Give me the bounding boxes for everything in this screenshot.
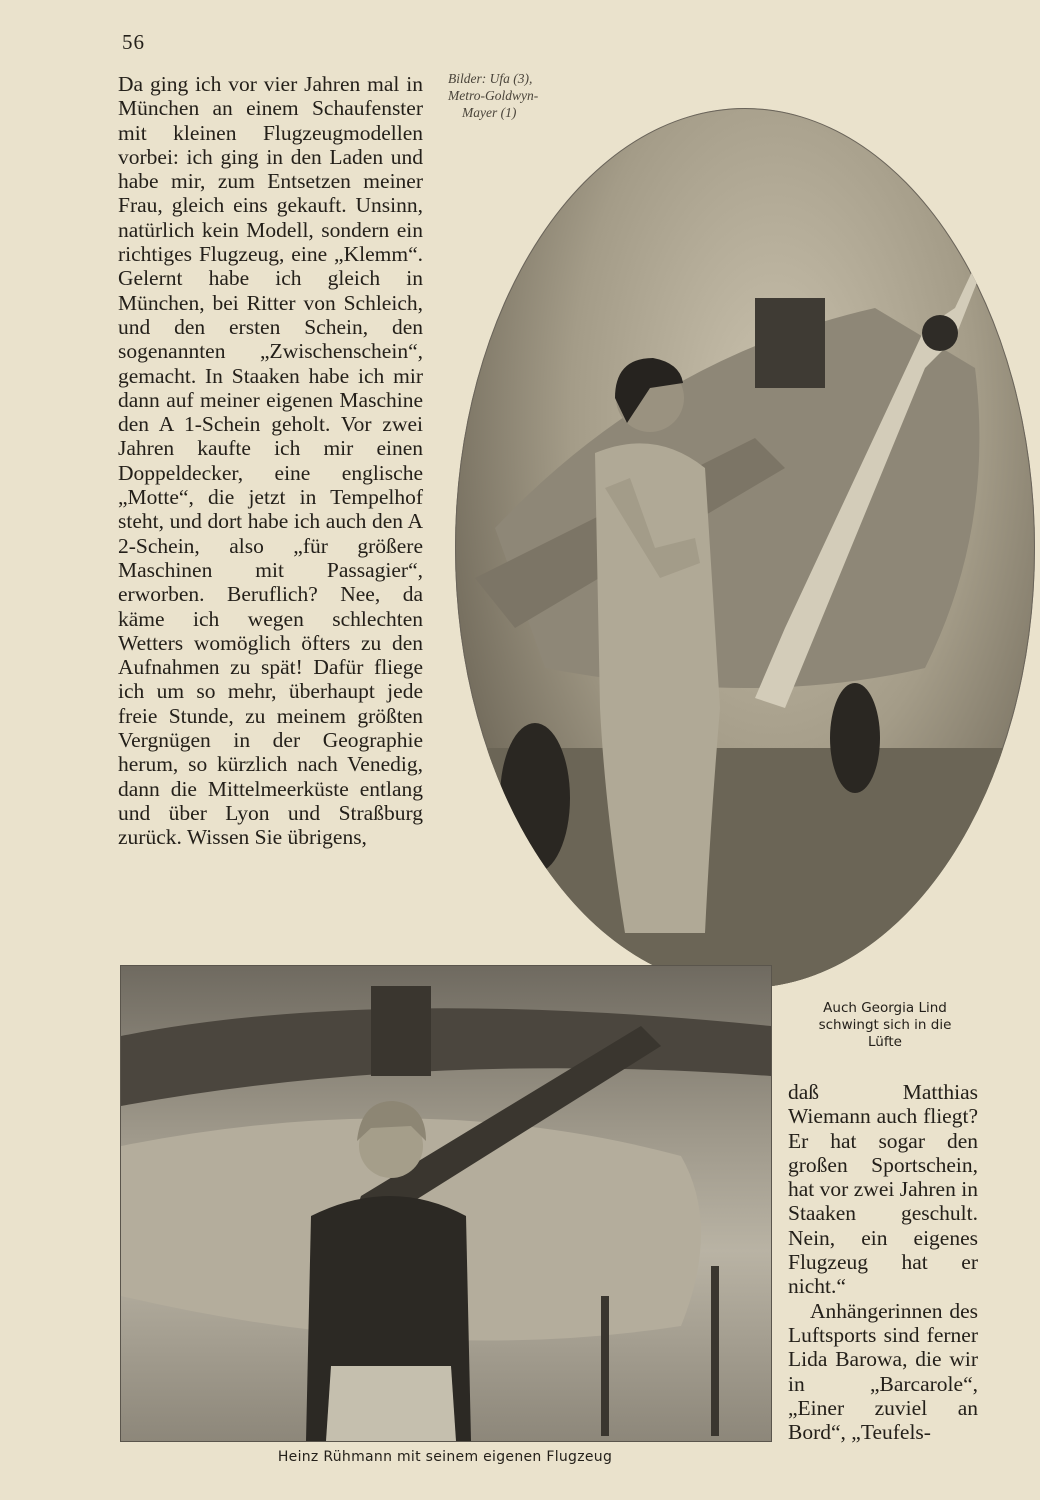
photo-heinz-ruehmann bbox=[120, 965, 772, 1442]
strut-shape bbox=[711, 1266, 719, 1436]
photo-credit-line: Bilder: Ufa (3), bbox=[448, 71, 533, 86]
wheel-shape bbox=[830, 683, 880, 793]
strut-shape bbox=[601, 1296, 609, 1436]
biplane-man-photo bbox=[121, 966, 771, 1441]
engine-shape bbox=[755, 298, 825, 388]
upper-wing-shape bbox=[121, 1008, 771, 1106]
caption-line: schwingt sich in die bbox=[818, 1017, 952, 1033]
engine-shape bbox=[371, 986, 431, 1076]
propeller-hub bbox=[922, 315, 958, 351]
caption-line: Lüfte bbox=[868, 1034, 902, 1050]
photo-georgia-lind bbox=[455, 108, 1035, 988]
article-paragraph: Da ging ich vor vier Jahren mal in München an einem Schaufenster mit kleinen Flugzeugmodellen vorbei: ich ging in den Laden und habe mir, zum Entsetzen meiner Frau, gleich eins gekauft. Unsinn, natürlich kein Modell, sondern ein richtiges Flugzeug, eine „Klemm“. Gelernt habe ich gleich in München, bei Ritter von Schleich, und den ersten Schein, den sogenannten „Zwischenschein“, gemacht. In Staaken habe ich mir dann auf meiner eigenen Maschine den A 1-Schein geholt. Vor zwei Jahren kaufte ich mir einen Doppeldecker, eine englische „Motte“, die jetzt in Tempelhof steht, und dort habe ich auch den A 2-Schein, also „für größere Maschinen mit Passagier“, erworben. Beruflich? Nee, da käme ich wegen schlechten Wetters womöglich öfters zu den Aufnahmen zu spät! Dafür fliege ich um so mehr, überhaupt jede freie Stunde, zu meinem größten Vergnügen in der Geographie herum, so kürzlich nach Venedig, dann die Mittelmeerküste entlang und über Lyon und Straßburg zurück. Wissen Sie übrigens, bbox=[118, 72, 423, 850]
photo-credit-line: Mayer (1) bbox=[462, 105, 517, 120]
text-column-right bbox=[788, 1080, 978, 1444]
article-paragraph: Anhängerinnen des Luftsports sind ferner Lida Barowa, die wir in „Barcarole“, „Einer zuviel an Bord“, „Teufels- bbox=[788, 1298, 978, 1445]
page-number: 56 bbox=[122, 30, 145, 54]
caption-heinz-ruehmann: Heinz Rühmann mit seinem eigenen Flugzeug bbox=[277, 1449, 613, 1465]
caption-georgia-lind bbox=[770, 1000, 1000, 1051]
caption-line: Auch Georgia Lind bbox=[823, 1000, 947, 1016]
photo-credit-line: Metro-Goldwyn- bbox=[448, 88, 539, 103]
photo-credit bbox=[448, 70, 598, 121]
article-paragraph: daß Matthias Wiemann auch fliegt? Er hat sogar den großen Sportschein, hat vor zwei Jahren in Staaken geschult. Nein, ein eigenes Flugzeug hat er nicht.“ bbox=[788, 1080, 978, 1299]
airplane-woman-photo bbox=[455, 108, 1035, 988]
text-column-left bbox=[118, 72, 423, 850]
wheel-shape bbox=[500, 723, 570, 873]
person-trousers bbox=[326, 1366, 456, 1441]
fuselage-shape bbox=[495, 308, 979, 688]
